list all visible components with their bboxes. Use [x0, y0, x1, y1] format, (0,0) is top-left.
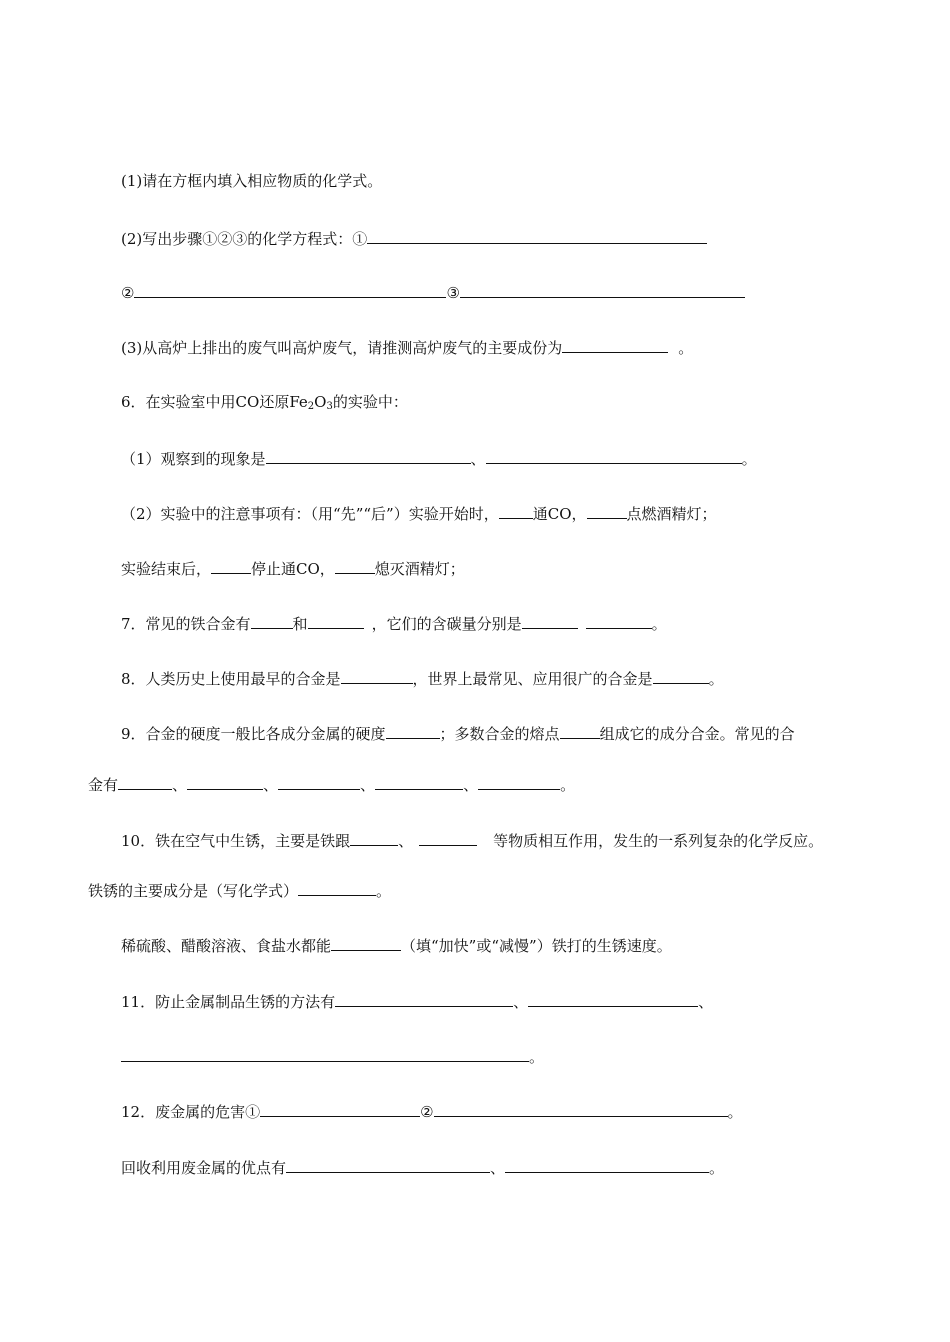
punct: 、: [513, 993, 529, 1011]
answer-blank[interactable]: [419, 829, 477, 846]
q11-text: 11．防止金属制品生锈的方法有: [121, 993, 336, 1011]
answer-blank[interactable]: [486, 447, 742, 464]
answer-blank[interactable]: [375, 773, 463, 790]
answer-blank[interactable]: [260, 1100, 420, 1117]
answer-blank[interactable]: [505, 1156, 709, 1173]
q6-sub2: [121, 502, 717, 525]
q7-text: ，它们的含碳量分别是: [371, 615, 522, 633]
answer-blank[interactable]: [350, 829, 398, 846]
q6-sub3-text: 实验结束后，: [121, 560, 212, 578]
q10-text: 稀硫酸、醋酸溶液、食盐水都能: [121, 937, 332, 955]
punct: 。: [651, 615, 667, 633]
punct: 。: [529, 1048, 545, 1066]
q6-title-o: O: [314, 393, 327, 411]
answer-blank[interactable]: [499, 502, 533, 519]
answer-blank[interactable]: [653, 667, 709, 684]
q5-part2: [121, 227, 707, 250]
q9-text: 组成它的成分合金。常见的合: [599, 725, 795, 743]
answer-blank[interactable]: [341, 667, 413, 684]
answer-blank[interactable]: [134, 281, 446, 298]
subscript: 2: [307, 401, 315, 412]
punct: 、: [360, 776, 376, 794]
q6-sub3: [121, 557, 465, 580]
answer-blank[interactable]: [478, 773, 560, 790]
q9-line1: [121, 722, 795, 745]
punct: 、: [172, 776, 188, 794]
answer-blank[interactable]: [522, 612, 578, 629]
answer-blank[interactable]: [434, 1100, 728, 1117]
punct: 。: [709, 1159, 725, 1177]
q10-line3: [121, 934, 672, 957]
punct: 。: [678, 339, 694, 357]
punct: 。: [727, 1103, 743, 1121]
q7-text: 7．常见的铁合金有: [121, 615, 251, 633]
q6-sub2-text: （2）实验中的注意事项有：（用“先”“后”）实验开始时，: [121, 505, 499, 523]
q6-title-text: 6．在实验室中用CO还原Fe: [121, 393, 308, 411]
circled-3: ③: [446, 284, 460, 302]
answer-blank[interactable]: [298, 879, 376, 896]
answer-blank[interactable]: [562, 336, 668, 353]
answer-blank[interactable]: [528, 990, 698, 1007]
answer-blank[interactable]: [118, 773, 172, 790]
q6-sub1-text: （1）观察到的现象是: [121, 450, 266, 468]
q10-text: （填“加快”或“减慢”）铁打的生锈速度。: [401, 937, 672, 955]
q6-sub2-text: 通CO，: [532, 505, 587, 523]
q11-line2: [121, 1045, 544, 1068]
q10-line2: [88, 879, 391, 902]
answer-blank[interactable]: [308, 612, 364, 629]
answer-blank[interactable]: [187, 773, 263, 790]
answer-blank[interactable]: [335, 990, 513, 1007]
q8-text: 8．人类历史上使用最早的合金是: [121, 670, 341, 688]
answer-blank[interactable]: [251, 612, 293, 629]
q8-text: ，世界上最常见、应用很广的合金是: [412, 670, 653, 688]
q5-part3: [121, 336, 693, 359]
q12-text: 12．废金属的危害①: [121, 1103, 261, 1121]
answer-blank[interactable]: [367, 227, 707, 244]
q12-line1: [121, 1100, 743, 1123]
answer-blank[interactable]: [121, 1045, 529, 1062]
punct: 。: [376, 882, 392, 900]
punct: 。: [560, 776, 576, 794]
q9-text: ；多数合金的熔点: [439, 725, 560, 743]
subscript: 3: [326, 401, 333, 412]
q5-part1-text: (1)请在方框内填入相应物质的化学式。: [121, 172, 383, 190]
q10-text: 等物质相互作用，发生的一系列复杂的化学反应。: [493, 832, 824, 850]
q7-text: 和: [292, 615, 308, 633]
punct: 、: [263, 776, 279, 794]
q6-title-end: 的实验中：: [332, 393, 408, 411]
q8: [121, 667, 724, 690]
q5-part1: [121, 170, 382, 192]
punct: 、: [463, 776, 479, 794]
q5-part2-text: (2)写出步骤①②③的化学方程式：①: [121, 230, 368, 248]
q5-part3-text: (3)从高炉上排出的废气叫高炉废气，请推测高炉废气的主要成份为: [121, 339, 563, 357]
q10-text: 10．铁在空气中生锈，主要是铁跟: [121, 832, 351, 850]
q9-text: 金有: [88, 776, 119, 794]
answer-blank[interactable]: [331, 934, 401, 951]
answer-blank[interactable]: [560, 722, 600, 739]
q10-text: 铁锈的主要成分是（写化学式）: [88, 882, 299, 900]
q6-sub1: [121, 447, 757, 470]
q7: [121, 612, 667, 635]
q10-line1: [121, 829, 823, 852]
q9-text: 9．合金的硬度一般比各成分金属的硬度: [121, 725, 386, 743]
punct: 。: [741, 450, 757, 468]
q6-sub3-text: 停止通CO，: [251, 560, 335, 578]
answer-blank[interactable]: [587, 502, 627, 519]
q6-sub3-text: 熄灭酒精灯；: [374, 560, 465, 578]
answer-blank[interactable]: [460, 281, 745, 298]
answer-blank[interactable]: [386, 722, 440, 739]
punct: 、: [490, 1159, 506, 1177]
q12-text: 回收利用废金属的优点有: [121, 1159, 287, 1177]
q6-title: [121, 391, 408, 418]
answer-blank[interactable]: [278, 773, 360, 790]
answer-blank[interactable]: [335, 557, 375, 574]
answer-blank[interactable]: [586, 612, 652, 629]
q6-sub2-text: 点燃酒精灯；: [626, 505, 717, 523]
answer-blank[interactable]: [211, 557, 251, 574]
punct: 、: [698, 993, 714, 1011]
answer-blank[interactable]: [286, 1156, 490, 1173]
punct: 。: [708, 670, 724, 688]
q5-part2-cont: [121, 281, 745, 304]
q9-line2: [88, 773, 575, 796]
circled-2: ②: [420, 1103, 434, 1121]
q12-line2: [121, 1156, 724, 1179]
q11-line1: [121, 990, 713, 1013]
circled-2: ②: [121, 284, 135, 302]
punct: 、: [470, 450, 486, 468]
punct: 、: [398, 832, 414, 850]
answer-blank[interactable]: [266, 447, 471, 464]
